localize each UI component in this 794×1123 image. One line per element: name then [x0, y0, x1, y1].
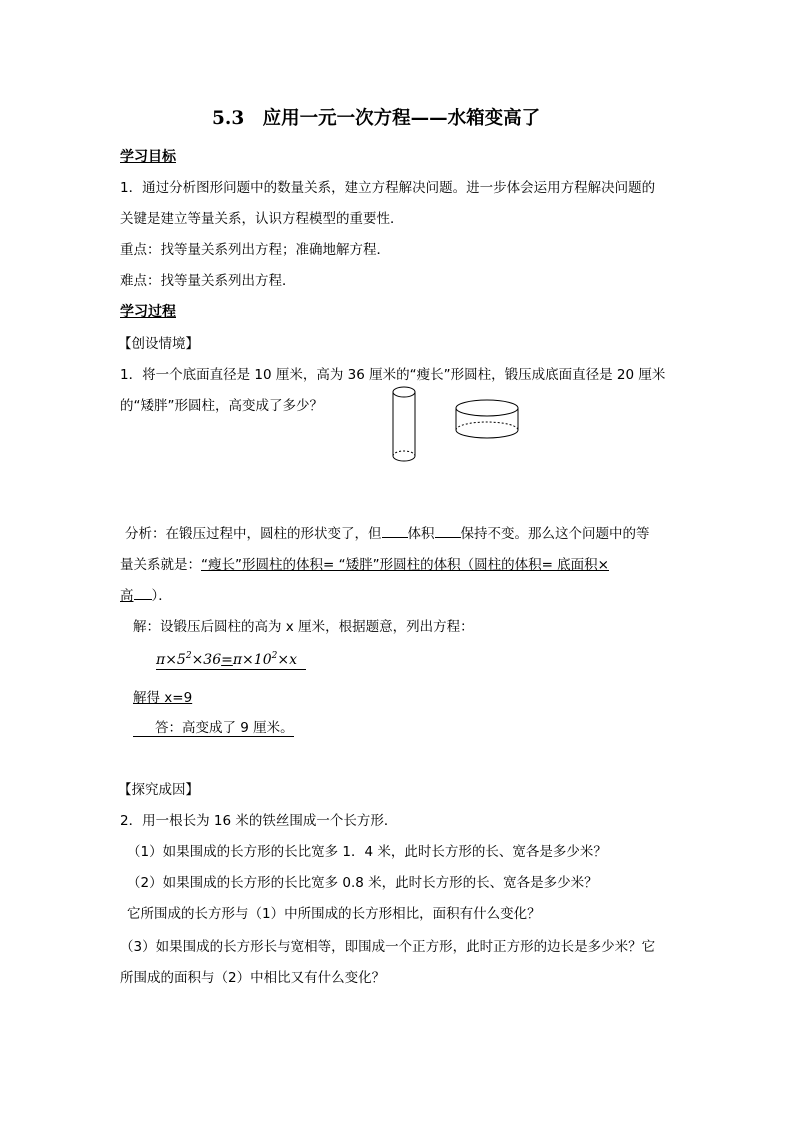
question-2-part-2: （2）如果围成的长方形的长比宽多 0.8 米，此时长方形的长、宽各是多少米？: [127, 875, 598, 891]
analysis-blank-left: [382, 523, 408, 538]
tall-cylinder: [393, 387, 415, 461]
question-2-part-3-line-2: 所围成的面积与（2）中相比又有什么变化？: [120, 970, 386, 986]
goals-heading: 学习目标: [120, 149, 176, 165]
answer-text: 答：高变成了 9 厘米。: [155, 720, 294, 736]
relation-end: 高: [120, 588, 134, 604]
relation-text: “瘦长”形圆柱的体积= “矮胖”形圆柱的体积（圆柱的体积= 底面积×: [201, 557, 609, 573]
solution-intro: 解：设锻压后圆柱的高为 x 厘米，根据题意，列出方程：: [133, 619, 474, 635]
scenario-label: 【创设情境】: [118, 336, 199, 352]
question-2-part-1: （1）如果围成的长方形的长比宽多 1．4 米，此时长方形的长、宽各是多少米？: [127, 844, 607, 860]
equation-right: $\pi\times 10^2\times x$: [232, 651, 297, 668]
analysis-suffix: 保持不变。那么这个问题中的等: [460, 526, 650, 542]
relation-prefix: 量关系就是：: [120, 557, 201, 573]
relation-end-line: [120, 584, 172, 604]
process-heading: 学习过程: [120, 304, 176, 320]
equation-equals: =: [221, 652, 233, 668]
analysis-blank-right: [435, 523, 461, 538]
difficulty-point: 难点：找等量关系列出方程．: [120, 273, 296, 289]
question-2-part-2b: 它所围成的长方形与（1）中所围成的长方形相比，面积有什么变化？: [127, 906, 541, 922]
relation-end-blank: [134, 585, 152, 600]
cylinder-figures: [385, 383, 525, 465]
question-1-line-1: 1．将一个底面直径是 10 厘米，高为 36 厘米的“瘦长”形圆柱，锻压成底面直径是 20 厘米: [120, 367, 666, 383]
analysis-prefix: 分析：在锻压过程中，圆柱的形状变了，但: [125, 526, 382, 542]
explore-label: 【探究成因】: [118, 782, 199, 798]
equation: [156, 651, 297, 668]
question-1-line-2: 的“矮胖”形圆柱，高变成了多少？: [120, 398, 323, 414]
short-cylinder: [456, 400, 518, 438]
goals-line-1: 1．通过分析图形问题中的数量关系，建立方程解决问题。进一步体会运用方程解决问题的: [120, 180, 656, 196]
question-2: 2．用一根长为 16 米的铁丝围成一个长方形．: [120, 813, 398, 829]
goals-line-2: 关键是建立等量关系，认识方程模型的重要性．: [120, 211, 404, 227]
question-2-part-3-line-1: （3）如果围成的长方形长与宽相等，即围成一个正方形，此时正方形的边长是多少米？它: [120, 939, 656, 955]
equation-left: $\pi\times 5^2\times 36$: [156, 651, 222, 668]
relation-line: [120, 553, 609, 573]
page-title: 5.3 应用一元一次方程——水箱变高了: [212, 108, 541, 129]
equation-underline: [156, 669, 306, 670]
relation-close: ）．: [151, 588, 172, 604]
analysis-line: [125, 522, 650, 542]
solve-text: 解得 x=9: [133, 690, 193, 706]
analysis-blank-answer: 体积: [407, 526, 435, 542]
key-point: 重点：找等量关系列出方程；准确地解方程．: [120, 242, 390, 258]
answer-line: [133, 716, 294, 737]
solve-underline-lead: [133, 703, 155, 704]
